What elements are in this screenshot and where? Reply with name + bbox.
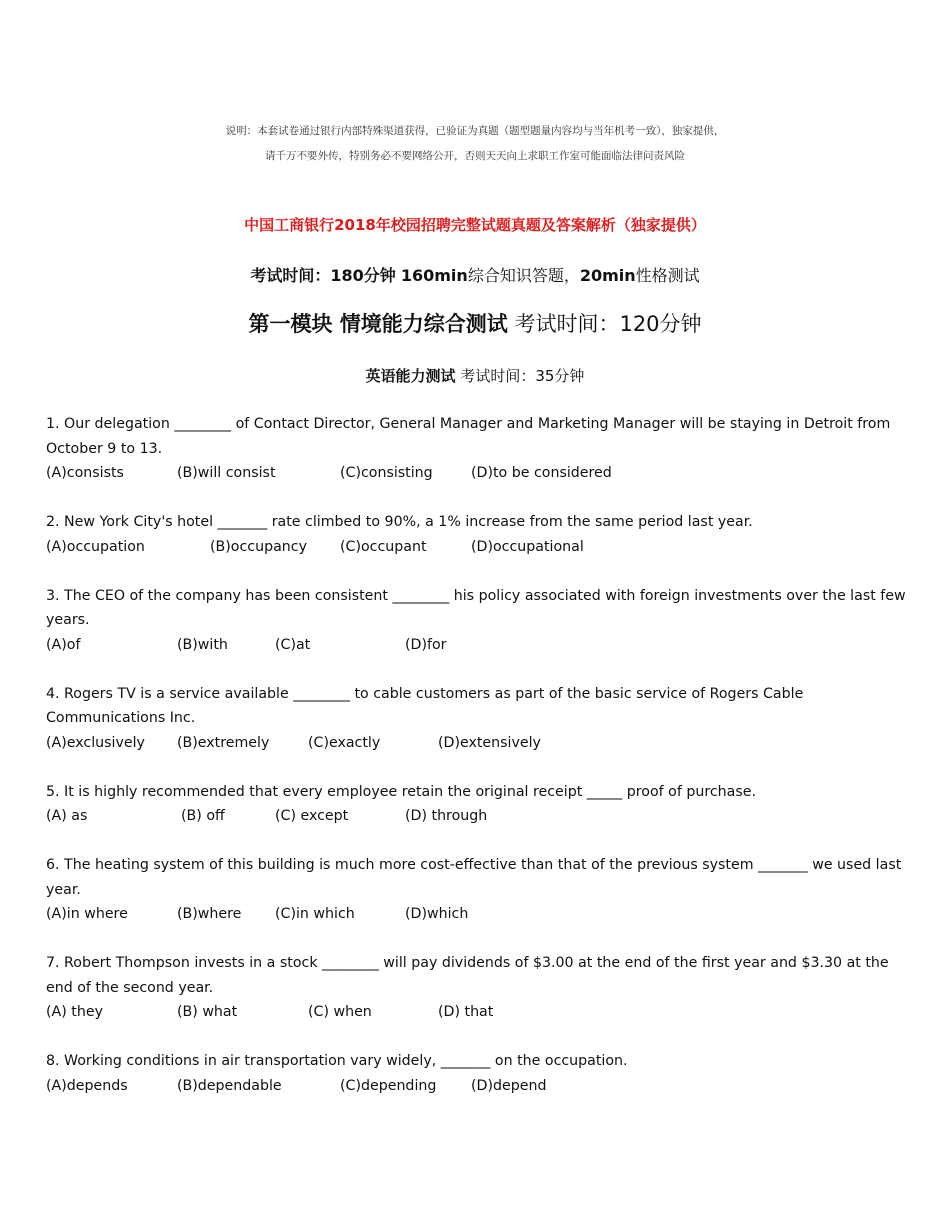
option-c: (C)exactly bbox=[308, 734, 381, 751]
question-1 bbox=[46, 412, 916, 486]
option-a: (A)in where bbox=[46, 906, 128, 922]
option-b: (B)occupancy bbox=[210, 538, 307, 555]
exam-time-part1: 160min bbox=[400, 266, 468, 285]
option-row bbox=[46, 1000, 916, 1025]
option-c: (C) except bbox=[275, 808, 349, 824]
option-d: (D)depend bbox=[471, 1077, 547, 1094]
option-c: (C)consisting bbox=[340, 465, 433, 481]
option-row bbox=[46, 902, 916, 927]
exam-time-line bbox=[0, 263, 950, 286]
option-b: (B)dependable bbox=[177, 1077, 282, 1094]
option-a: (A)depends bbox=[46, 1077, 128, 1094]
question-stem: 4. Rogers TV is a service available ________ to cable customers as part of the basic service of Rogers Cable Communications Inc. bbox=[46, 685, 804, 726]
question-5 bbox=[46, 780, 916, 829]
option-c: (C)at bbox=[275, 636, 311, 653]
disclaimer-line-2: 请千万不要外传，特别务必不要网络公开，否则天天向上求职工作室可能面临法律问责风险 bbox=[265, 150, 685, 162]
option-c: (C) when bbox=[308, 1004, 372, 1020]
english-section-name: 英语能力测试 bbox=[365, 367, 456, 385]
option-d: (D)for bbox=[405, 636, 447, 653]
option-b: (B)where bbox=[177, 906, 242, 922]
option-a: (A)exclusively bbox=[46, 734, 145, 751]
option-c: (C)occupant bbox=[340, 538, 427, 555]
question-stem: 7. Robert Thompson invests in a stock ________ will pay dividends of $3.00 at the end of the first year and $3.30 at the end of the second year. bbox=[46, 955, 889, 996]
exam-time-label: 考试时间： bbox=[250, 266, 331, 285]
question-stem: 5. It is highly recommended that every employee retain the original receipt _____ proof of purchase. bbox=[46, 783, 756, 800]
option-row bbox=[46, 804, 916, 829]
option-d: (D) that bbox=[438, 1004, 494, 1020]
exam-time-part2-desc: 性格测试 bbox=[635, 266, 700, 285]
question-stem: 8. Working conditions in air transportation vary widely, _______ on the occupation. bbox=[46, 1053, 628, 1069]
module-name: 第一模块 情境能力综合测试 bbox=[248, 312, 508, 336]
option-row bbox=[46, 731, 916, 756]
option-c: (C)in which bbox=[275, 906, 355, 922]
question-list bbox=[46, 412, 916, 1123]
exam-time-part2: 20min bbox=[579, 266, 636, 285]
question-3 bbox=[46, 584, 916, 658]
option-row bbox=[46, 535, 916, 560]
question-stem: 6. The heating system of this building is much more cost-effective than that of the previous system _______ we used last year. bbox=[46, 857, 902, 898]
option-a: (A)consists bbox=[46, 465, 124, 481]
option-d: (D)occupational bbox=[471, 538, 584, 555]
english-section-time: 考试时间：35分钟 bbox=[460, 367, 585, 385]
option-b: (B) what bbox=[177, 1004, 238, 1020]
module-time: 考试时间：120分钟 bbox=[514, 312, 702, 336]
question-7 bbox=[46, 951, 916, 1025]
question-stem: 2. New York City's hotel _______ rate climbed to 90%, a 1% increase from the same period last year. bbox=[46, 514, 753, 530]
option-b: (B)extremely bbox=[177, 734, 270, 751]
question-2 bbox=[46, 510, 916, 559]
option-a: (A) they bbox=[46, 1004, 103, 1020]
option-d: (D)to be considered bbox=[471, 465, 612, 481]
option-b: (B)will consist bbox=[177, 465, 276, 481]
option-row bbox=[46, 461, 916, 486]
question-8 bbox=[46, 1049, 916, 1098]
option-a: (A)of bbox=[46, 636, 81, 653]
option-c: (C)depending bbox=[340, 1077, 437, 1094]
option-a: (A) as bbox=[46, 808, 88, 824]
english-section-heading bbox=[0, 365, 950, 386]
option-row bbox=[46, 1074, 916, 1099]
option-d: (D) through bbox=[405, 808, 488, 824]
question-stem: 3. The CEO of the company has been consistent ________ his policy associated with foreign investments over the last few years. bbox=[46, 587, 906, 628]
exam-time-total: 180分钟 bbox=[330, 266, 396, 285]
option-d: (D)which bbox=[405, 906, 469, 922]
option-d: (D)extensively bbox=[438, 734, 541, 751]
module-heading bbox=[0, 308, 950, 338]
question-stem: 1. Our delegation ________ of Contact Director, General Manager and Marketing Manager will be staying in Detroit from October 9 to 13. bbox=[46, 416, 891, 457]
option-b: (B)with bbox=[177, 636, 228, 653]
question-4 bbox=[46, 682, 916, 756]
option-row bbox=[46, 633, 916, 658]
option-b: (B) off bbox=[181, 808, 225, 824]
disclaimer-line-1: 说明：本套试卷通过银行内部特殊渠道获得，已验证为真题（题型题量内容均与当年机考一致），独家提供， bbox=[225, 125, 725, 137]
exam-time-part1-desc: 综合知识答题， bbox=[467, 266, 580, 285]
document-title: 中国工商银行2018年校园招聘完整试题真题及答案解析（独家提供） bbox=[244, 216, 706, 234]
question-6 bbox=[46, 853, 916, 927]
option-a: (A)occupation bbox=[46, 538, 145, 555]
